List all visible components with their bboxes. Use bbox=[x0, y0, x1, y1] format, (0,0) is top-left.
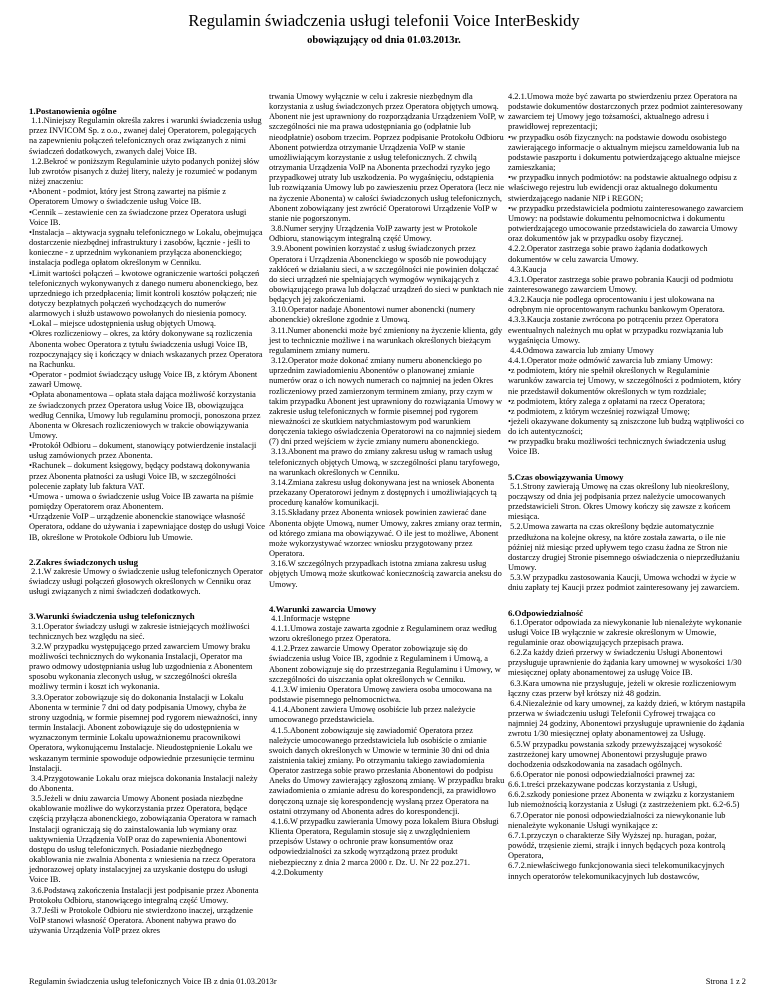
paragraph: 3.4.Przygotowanie Lokalu oraz miejsca dokonania Instalacji należy do Abonenta. bbox=[29, 773, 260, 793]
paragraph: 4.2.2.Operator zastrzega sobie prawo żądania dodatkowych dokumentów w celu zawarcia Umowy. bbox=[508, 244, 710, 264]
paragraph: •Cennik – zestawienie cen za świadczone przez Operatora usługi Voice IB. bbox=[29, 207, 249, 227]
paragraph: 2.1.W zakresie Umowy o świadczenie usług telefonicznych Operator świadczy usługi połączeń głosowych określonych w Cenniku oraz usługi związanych z nimi świadczeń dodatkowych. bbox=[29, 566, 265, 597]
paragraph: trwania Umowy wyłącznie w celu i zakresie niezbędnym dla korzystania z usług świadczonych przez Operatora objętych umową. Abonent nie jest uprawniony do rozporządzania Urządzeniem VoIP, w szczególności nie ma prawa udostępniania go (odpłatnie lub nieodpłatnie) osobom trzecim. Poprzez podpisanie Protokołu Odbioru Abonent potwierdza otrzymanie Urządzenia VoIP w stanie umożliwiającym korzystanie z usług telefonicznych. Z chwilą otrzymania Urządzenia VoIP na Abonenta przechodzi ryzyko jego przypadkowej utraty lub uszkodzenia. Po wygaśnięciu, odstąpienia lub rozwiązania Umowy lub po zawieszeniu przez Operatora (lecz nie na życzenie Abonenta) w całości świadczonych usług telefonicznych, Abonent zobowiązany jest zwrócić Operatorowi Urządzenie VoIP w stanie nie pogorszonym. bbox=[269, 92, 507, 223]
paragraph: 6.6.2.szkody poniesione przez Abonenta w związku z korzystaniem lub niemożnością korzystania z Usługi (z zastrzeżeniem pkt. 6.2-6.5) bbox=[508, 790, 740, 810]
paragraph: 3.9.Abonent powinien korzystać z usług świadczonych przez Operatora i Urządzenia Abonenckiego w sposób nie powodujący zakłóceń w działaniu sieci, a w szczególności nie powinien dołączać do sieci urządzeń nie spełniających wymogów wynikających z obowiązującego prawa lub dołączać urządzeń do sieci w punktach nie będących jej zakończeniami. bbox=[269, 244, 506, 305]
paragraph: 1.1.Niniejszy Regulamin określa zakres i warunki świadczenia usług przez INVICOM Sp. z o.o., zwanej dalej Operatorem, polegających na zapewnieniu połączeń telefonicznych oraz związanych z nimi świadczeń dodatkowych, zwanych dalej Voice IB. bbox=[29, 116, 264, 156]
paragraph: 4.1.6.W przypadku zawierania Umowy poza lokalem Biura Obsługi Klienta Operatora, Regulamin stosuje się z uwzględnieniem przepisów Ustawy o ochronie praw konsumentów oraz odpowiedzialności za szkodę wyrządzoną przez produkt niebezpieczny z dnia 2 marca 2000 r. Dz. U. Nr 22 poz.271. bbox=[269, 816, 501, 867]
paragraph: •Umowa - umowa o świadczenie usług Voice IB zawarta na piśmie pomiędzy Operatorem oraz Abonentem. bbox=[29, 491, 256, 512]
paragraph: •Urządzenie VoIP – urządzenie abonenckie stanowiące własność Operatora, oddane do używania i zapewniające dostęp do usługi Voice IB, określone w Protokole Odbioru lub Umowie. bbox=[29, 512, 268, 542]
text-column-3 bbox=[508, 92, 746, 980]
paragraph: •Instalacja – aktywacja sygnału telefonicznego w Lokalu, obejmująca dostarczenie niezbędnej infrastruktury i zasobów, łącznie - jeśli to konieczne - z uprzednim wykonaniem przyłącza abonenckiego; instalacja podlega opłatom określonym w Cenniku. bbox=[29, 227, 265, 268]
paragraph: •z podmiotem, który nie spełnił określonych w Regulaminie warunków zawarcia tej Umowy, w szczególności z podmiotem, który nie przedstawił dokumentów określonych w tym rozdziale; bbox=[508, 366, 744, 396]
paragraph: •Okres rozliczeniowy – okres, za który dokonywane są rozliczenia Abonenta wobec Operatora z tytułu świadczenia usługi Voice IB, rozpoczynający się i kończący w dniach wskazanych przez Operatora na Rachunku. bbox=[29, 329, 265, 369]
text-column-2 bbox=[269, 92, 505, 980]
paragraph: 4.1.Informacje wstępne bbox=[269, 613, 350, 623]
paragraph: •w przypadku braku możliwości technicznych świadczenia usług Voice IB. bbox=[508, 437, 728, 457]
paragraph: •Operator - podmiot świadczący usługę Voice IB, z którym Abonent zawarł Umowę. bbox=[29, 370, 260, 390]
paragraph: 6.2.Za każdy dzień przerwy w świadczeniu Usługi Abonentowi przysługuje uprawnienie do żądania kary umownej w wysokości 1/30 miesięcznej opłaty abonamentowej za usługę Voice IB. bbox=[508, 648, 744, 678]
paragraph: 3.16.W szczególnych przypadkach istotna zmiana zakresu usług objętych Umową może skutkować koniecznością zawarcia aneksu do Umowy. bbox=[269, 559, 504, 589]
paragraph: 4.1.3.W imieniu Operatora Umowę zawiera osoba umocowana na podstawie pisemnego pełnomocnictwa. bbox=[269, 684, 494, 705]
paragraph: 4.1.4.Abonent zawiera Umowę osobiście lub przez należycie umocowanego przedstawiciela. bbox=[269, 705, 478, 725]
paragraph: 4.3.2.Kaucja nie podlega oprocentowaniu i jest ulokowana na odrębnym nie oprocentowanym rachunku bankowym Operatora. bbox=[508, 295, 725, 315]
paragraph: 3.7.Jeśli w Protokole Odbioru nie stwierdzono inaczej, urządzenie VoIP stanowi własność Operatora. Abonent nabywa prawo do używania Urządzenia VoIP przez okres bbox=[29, 905, 255, 936]
paragraph: 3.15.Składany przez Abonenta wniosek powinien zawierać dane Abonenta objęte Umową, numer Umowy, zakres zmiany oraz termin, od którego zmiana ma obowiązywać. O ile jest to możliwe, Abonent może wykorzystywać wzorzec wniosku przygotowany przez Operatora. bbox=[269, 508, 504, 559]
paragraph: 6.7.1.przyczyn o charakterze Siły Wyższej np. huragan, pożar, powódź, trzęsienie ziemi, strajk i innych będących poza kontrolą Operatora, bbox=[508, 830, 728, 861]
paragraph: 4.2.1.Umowa może być zawarta po stwierdzeniu przez Operatora na podstawie dokumentów dostarczonych przez podmiot zainteresowany zawarciem tej Umowy jego tożsamości, aktualnego adresu i prawidłowej reprezentacji; bbox=[508, 92, 745, 132]
section-heading: 2.Zakres świadczonych usług bbox=[29, 556, 139, 567]
paragraph: •z podmiotem, z którym wcześniej rozwiązał Umowę; bbox=[508, 406, 690, 416]
paragraph: 3.14.Zmiana zakresu usług dokonywana jest na wniosek Abonenta przekazany Operatorowi jednym z dostępnych i umożliwiających tą procedurę kanałów komunikacji. bbox=[269, 477, 499, 508]
paragraph: •Protokół Odbioru – dokument, stanowiący potwierdzenie instalacji usług zamówionych przez Abonenta. bbox=[29, 441, 259, 461]
paragraph: 3.1.Operator świadczy usługi w zakresie istniejących możliwości technicznych bez względu na sieć. bbox=[29, 621, 252, 641]
section-heading: 1.Postanowienia ogólne bbox=[29, 106, 117, 116]
section-heading: 4.Warunki zawarcia Umowy bbox=[269, 603, 377, 614]
paragraph: 4.3.1.Operator zastrzega sobie prawo pobrania Kaucji od podmiotu zainteresowanego zawarciem Umowy. bbox=[508, 274, 736, 294]
paragraph: 3.10.Operator nadaje Abonentowi numer abonencki (numery abonenckie) określone zgodnie z Umową. bbox=[269, 305, 478, 325]
section-heading: 6.Odpowiedzialność bbox=[508, 607, 584, 618]
paragraph: 3.12.Operator może dokonać zmiany numeru abonenckiego po uprzednim zawiadomieniu Abonentów o planowanej zmianie numerów oraz o ich nowych numerach co najmniej na jeden Okres rozliczeniowy przed zamierzonym terminem zmiany, przy czym w takim przypadku Abonent jest uprawniony do rozwiązania Umowy w zakresie usług telefonicznych w formie pisemnej pod rygorem nieważności ze skutkiem natychmiastowym pod warunkiem doręczenia takiego oświadczenia Operatorowi na co najmniej siedem (7) dni przed wejściem w życie zmiany numeru abonenckiego. bbox=[269, 356, 505, 447]
paragraph: •Abonent - podmiot, który jest Stroną zawartej na piśmie z Operatorem Umowy o świadczenie usług Voice IB. bbox=[29, 187, 229, 207]
paragraph: 4.1.1.Umowa zostaje zawarta zgodnie z Regulaminem oraz według wzoru określonego przez Operatora. bbox=[269, 623, 499, 644]
paragraph: •Rachunek – dokument księgowy, będący podstawą dokonywania przez Abonenta płatności za usługi Voice IB, w szczególności polecenie zapłaty lub faktura VAT. bbox=[29, 461, 252, 491]
paragraph: 6.6.1.treści przekazywane podczas korzystania z Usługi, bbox=[508, 780, 698, 790]
paragraph: 3.6.Podstawą zakończenia Instalacji jest podpisanie przez Abonenta Protokołu Odbioru, stanowiącego integralną część Umowy. bbox=[29, 885, 261, 905]
paragraph: 3.5.Jeżeli w dniu zawarcia Umowy Abonent posiada niezbędne okablowanie możliwe do wykorzystania przez Operatora, będące częścią przyłącza abonenckiego, zobowiązania Operatora w ramach Instalacji ograniczają się do zainstalowania lub wymiany oraz uaktywnienia Urządzenia VoIP oraz do zapewnienia Abonentowi dostępu do usług telefonicznych. Posiadanie niezbędnego okablowania nie zwalnia Abonenta z wniesienia na rzecz Operatora jednorazowej opłaty instalacyjnej za uzyskanie dostępu do usługi Voice IB. bbox=[29, 794, 259, 885]
section-heading: 5.Czas obowiązywania Umowy bbox=[508, 471, 624, 482]
document-title: Regulamin świadczenia usługi telefonii Voice InterBeskidy bbox=[188, 11, 580, 30]
paragraph: 4.3.Kaucja bbox=[508, 264, 547, 274]
paragraph: 3.13.Abonent ma prawo do zmiany zakresu usług w ramach usług telefonicznych objętych Umową, w szczególności planu taryfowego, na warunkach określonych w Cenniku. bbox=[269, 447, 502, 477]
paragraph: 4.4.1.Operator może odmówić zawarcia lub zmiany Umowy: bbox=[508, 356, 713, 366]
paragraph: •w przypadku osób fizycznych: na podstawie dowodu osobistego zawierającego informacje o aktualnym miejscu zameldowania lub na podstawie paszportu i dokumentu potwierdzającego aktualne miejsce zamieszkania; bbox=[508, 132, 743, 173]
paragraph: 3.2.W przypadku występującego przed zawarciem Umowy braku możliwości technicznych do wykonania Instalacji, Operator ma prawo odmowy udostępniania usług lub uzgodnienia z Abonentem sposobu wykonania zleconych usług, w szczególności określa możliwy termin i koszt ich wykonania. bbox=[29, 641, 255, 692]
paragraph: 1.2.Bekroć w poniższym Regulaminie użyto podanych poniżej słów lub zwrotów pisanych z dużej litery, należy je rozumieć w podanym niżej znaczeniu: bbox=[29, 156, 262, 187]
document-subtitle: obowiązujący od dnia 01.03.2013r. bbox=[307, 35, 461, 46]
text-column-1 bbox=[29, 106, 268, 980]
paragraph: 5.1.Strony zawierają Umowę na czas określony lub nieokreślony, począwszy od dnia jej podpisania przez należycie umocowanych przedstawicieli Stron. Okres Umowy kończy się zawsze z końcem miesiąca. bbox=[508, 481, 733, 522]
paragraph: 6.5.W przypadku powstania szkody przewyższającej wysokość zastrzeżonej kary umownej Abonentowi przysługuje prawo dochodzenia odszkodowania na zasadach ogólnych. bbox=[508, 739, 724, 769]
paragraph: 4.3.3.Kaucja zostanie zwrócona po potrąceniu przez Operatora ewentualnych należnych mu opłat w przypadku rozwiązania lub wygaśnięcia Umowy. bbox=[508, 315, 726, 345]
paragraph: 6.7.2.niewłaściwego funkcjonowania sieci telekomunikacyjnych innych operatorów telekomunikacyjnych lub dostawców, bbox=[508, 861, 727, 881]
paragraph: 6.3.Kara umowna nie przysługuje, jeżeli w okresie rozliczeniowym łączny czas przerw był krótszy niż 48 godzin. bbox=[508, 678, 739, 698]
paragraph: •w przypadku innych podmiotów: na podstawie aktualnego odpisu z właściwego rejestru lub ewidencji oraz aktualnego dokumentu stwierdzającego nadanie NIP i REGON; bbox=[508, 173, 740, 203]
paragraph: 4.4.Odmowa zawarcia lub zmiany Umowy bbox=[508, 345, 654, 355]
footer-page-number: Strona 1 z 2 bbox=[705, 977, 746, 986]
paragraph: 4.1.2.Przez zawarcie Umowy Operator zobowiązuje się do świadczenia usług Voice IB, zgodnie z Regulaminem i Umową, a Abonent zobowiązuje się do przestrzegania Regulaminu i Umowy, w szczególności do uiszczania opłat określonych w Cenniku. bbox=[269, 644, 503, 684]
paragraph: 5.3.W przypadku zastosowania Kaucji, Umowa wchodzi w życie w dniu zapłaty tej Kaucji przez podmiot zainteresowany jej zawarciem. bbox=[508, 573, 740, 593]
section-heading: 3.Warunki świadczenia usług telefonicznych bbox=[29, 611, 195, 622]
paragraph: 6.6.Operator nie ponosi odpowiedzialności prawnej za: bbox=[508, 770, 695, 779]
paragraph: 3.8.Numer seryjny Urządzenia VoIP zawarty jest w Protokole Odbioru, stanowiącym integralną część Umowy. bbox=[269, 224, 480, 244]
paragraph: 3.11.Numer abonencki może być zmieniony na życzenie klienta, gdy jest to technicznie możliwe i na warunkach określonych bieżącym regulaminem zmiany numeru. bbox=[269, 325, 505, 355]
paragraph: 4.2.Dokumenty bbox=[269, 867, 324, 877]
paragraph: 6.7.Operator nie ponosi odpowiedzialności za niewykonanie lub nienależyte wykonanie Usługi wynikające z: bbox=[508, 810, 728, 830]
footer-document-name: Regulamin świadczenia usług telefonicznych Voice IB z dnia 01.03.2013r bbox=[29, 977, 277, 986]
paragraph: 6.4.Niezależnie od kary umownej, za każdy dzień, w którym nastąpiła przerwa w świadczeniu usługi Telefonii Cyfrowej trwająca co najmniej 24 godziny, Abonentowi przysługuje uprawnienie do żądania zwrotu 1/30 miesięcznej opłaty abonamentowej za Usługę. bbox=[508, 698, 748, 739]
paragraph: 4.1.5.Abonent zobowiązuje się zawiadomić Operatora przez należycie umocowanego przedstawiciela lub osobiście o zmianie swoich danych określonych w Umowie w terminie 30 dni od dnia zaistnienia takiej zmiany. Po otrzymaniu takiego zawiadomienia Operator zastrzega sobie prawo przesłania Abonentowi do podpisu Aneks do Umowy zawierający zgłoszoną zmianę. W przypadku braku zawiadomienia o zmianie adresu do korespondencji, za prawidłowo doręczoną uznaje się korespondencję wysłaną przez Operatora na ostatni otrzymany od Abonenta adres do korespondencji. bbox=[269, 725, 507, 816]
paragraph: 6.1.Operator odpowiada za niewykonanie lub nienależyte wykonanie usługi Voice IB wyłącznie w zakresie określonym w Umowie, regulaminie oraz obowiązujących przepisach prawa. bbox=[508, 617, 744, 647]
paragraph: •jeżeli okazywane dokumenty są zniszczone lub budzą wątpliwości co do ich autentyczności; bbox=[508, 417, 747, 437]
paragraph: 3.3.Operator zobowiązuje się do dokonania Instalacji w Lokalu Abonenta w terminie 7 dni od daty podpisania Umowy, chyba że strony uzgodnią, w formie pisemnej pod rygorem nieważności, inny termin Instalacji. Abonent zobowiązuje się do udostępnienia w wyznaczonym terminie Lokalu upoważnionemu pracownikowi Operatora, wykonującemu Instalacje. Nieudostępnienie Lokalu we wskazanym terminie spowoduje odpowiednie przesunięcie terminu Instalacji. bbox=[29, 692, 260, 773]
paragraph: •Opłata abonamentowa – opłata stała dająca możliwość korzystania ze świadczonych przez Operatora usług Voice IB, obowiązująca według Cennika, Umowy lub regulaminu promocji, ponoszona przez Abonenta w Okresach rozliczeniowych w trakcie obowiązywania Umowy. bbox=[29, 390, 263, 440]
paragraph: •Limit wartości połączeń – kwotowe ograniczenie wartości połączeń telefonicznych wykonywanych z danego numeru abonenckiego, bez uprzedniego ich przedpłacenia; limit kontroli kosztów połączeń; nie dotyczy bezpłatnych połączeń wychodzących do numerów alarmowych i służb ustawowo powołanych do niesienia pomocy. bbox=[29, 268, 262, 319]
paragraph: 5.2.Umowa zawarta na czas określony będzie automatycznie przedłużona na kolejne okresy, na które została zawarta, o ile nie później niż miesiąc przed upływem tego czasu żadna ze Stron nie dostarczy drugiej Stronie pisemnego oświadczenia o nieprzedłużaniu Umowy. bbox=[508, 522, 742, 573]
paragraph: •Lokal – miejsce udostępnienia usług objętych Umową. bbox=[29, 319, 216, 329]
paragraph: •w przypadku przedstawiciela podmiotu zainteresowanego zawarciem Umowy: na podstawie dokumentu pełnomocnictwa i dokumentu potwierdzającego umocowanie przedstawiciela do zawarcia Umowy oraz dokumentów jak w przypadku osoby fizycznej. bbox=[508, 203, 746, 244]
paragraph: •z podmiotem, który zalega z opłatami na rzecz Operatora; bbox=[508, 396, 706, 406]
